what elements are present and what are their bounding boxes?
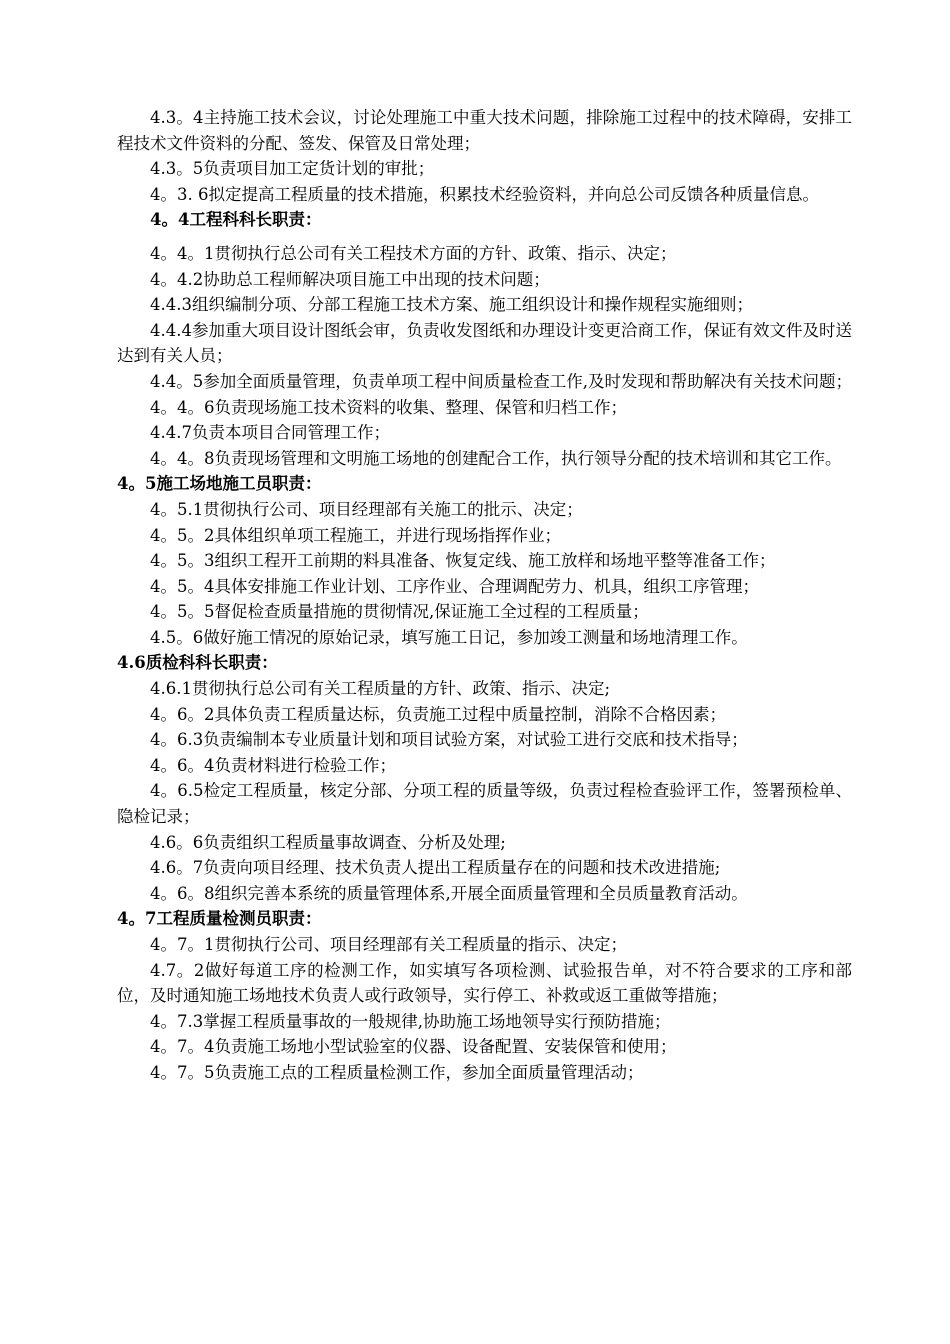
clause-4-4-8: 4。4。8负责现场管理和文明施工场地的创建配合工作，执行领导分配的技术培训和其它工作。 xyxy=(150,448,842,468)
clause-4-3-6: 4。3. 6拟定提高工程质量的技术措施，积累技术经验资料，并向总公司反馈各种质量信息。 xyxy=(150,184,819,204)
section-heading-4-5: 4。5施工场地施工员职责： xyxy=(117,474,322,494)
clause-4-6-6: 4.6。6负责组织工程质量事故调查、分析及处理; xyxy=(150,832,506,852)
section-heading-4-4: 4。4工程科科长职责： xyxy=(150,210,322,230)
clause-4-5-2: 4。5。2具体组织单项工程施工，并进行现场指挥作业； xyxy=(150,525,561,545)
clause-4-7-4: 4。7。4负责施工场地小型试验室的仪器、设备配置、安装保管和使用； xyxy=(150,1037,677,1057)
clause-4-7-1: 4。7。1贯彻执行公司、项目经理部有关工程质量的指示、决定； xyxy=(150,935,627,954)
clause-4-5-3: 4。5。3组织工程开工前期的料具准备、恢复定线、施工放样和场地平整等准备工作； xyxy=(150,551,776,571)
clause-4-4-1: 4。4。1贯彻执行总公司有关工程技术方面的方针、政策、指示、决定； xyxy=(150,243,677,263)
clause-4-5-5: 4。5。5督促检查质量措施的贯彻情况,保证施工全过程的工程质量； xyxy=(150,602,649,622)
clause-4-3-4: 4.3。4主持施工技术会议，讨论处理施工中重大技术问题，排除施工过程中的技术障碍，安排工程技术文件资料的分配、签发、保管及日常处理； xyxy=(117,108,852,153)
clause-4-6-8: 4。6。8组织完善本系统的质量管理体系,开展全面质量管理和全员质量教育活动。 xyxy=(150,883,748,903)
clause-4-6-5: 4。6.5检定工程质量，核定分部、分项工程的质量等级，负责过程检查验评工作，签署预检单、隐检记录； xyxy=(117,781,852,827)
clause-4-7-2: 4.7。2做好每道工序的检测工作，如实填写各项检测、试验报告单，对不符合要求的工序和部位，及时通知施工场地技术负责人或行政领导，实行停工、补救或返工重做等措施； xyxy=(117,960,852,1006)
clause-4-7-3: 4。7.3掌握工程质量事故的一般规律,协助施工场地领导实行预防措施； xyxy=(150,1011,671,1031)
clause-4-4-5: 4.4。5参加全面质量管理，负责单项工程中间质量检查工作,及时发现和帮助解决有关技术问题； xyxy=(150,371,852,391)
clause-4-6-3: 4。6.3负责编制本专业质量计划和项目试验方案，对试验工进行交底和技术指导； xyxy=(150,730,748,750)
clause-4-6-7: 4.6。7负责向项目经理、技术负责人提出工程质量存在的问题和技术改进措施; xyxy=(150,858,721,878)
section-heading-4-6: 4.6质检科科长职责： xyxy=(117,653,278,673)
clause-4-6-2: 4。6。2具体负责工程质量达标，负责施工过程中质量控制，消除不合格因素； xyxy=(150,704,726,724)
section-heading-4-7: 4。7工程质量检测员职责： xyxy=(117,909,322,929)
clause-4-4-3: 4.4.3组织编制分项、分部工程施工技术方案、施工组织设计和操作规程实施细则； xyxy=(150,295,753,315)
clause-4-4-2: 4。4.2协助总工程师解决项目施工中出现的技术问题； xyxy=(150,269,550,289)
clause-4-6-4: 4。6。4负责材料进行检验工作； xyxy=(150,755,396,775)
clause-4-4-7: 4.4.7负责本项目合同管理工作； xyxy=(150,423,390,443)
clause-4-3-5: 4.3。5负责项目加工定货计划的审批； xyxy=(150,159,435,179)
clause-4-5-6: 4.5。6做好施工情况的原始记录，填写施工日记，参加竣工测量和场地清理工作。 xyxy=(150,627,748,647)
clause-4-6-1: 4.6.1贯彻执行总公司有关工程质量的方针、政策、指示、决定; xyxy=(150,679,611,699)
clause-4-4-6: 4。4。6负责现场施工技术资料的收集、整理、保管和归档工作； xyxy=(150,397,627,417)
clause-4-5-4: 4。5。4具体安排施工作业计划、工序作业、合理调配劳力、机具，组织工序管理； xyxy=(150,576,759,596)
clause-4-5-1: 4。5.1贯彻执行公司、项目经理部有关施工的批示、决定； xyxy=(150,499,583,519)
clause-4-4-4: 4.4.4参加重大项目设计图纸会审，负责收发图纸和办理设计变更洽商工作，保证有效文件及时送达到有关人员； xyxy=(117,320,852,366)
clause-4-7-5: 4。7。5负责施工点的工程质量检测工作，参加全面质量管理活动； xyxy=(150,1062,644,1082)
